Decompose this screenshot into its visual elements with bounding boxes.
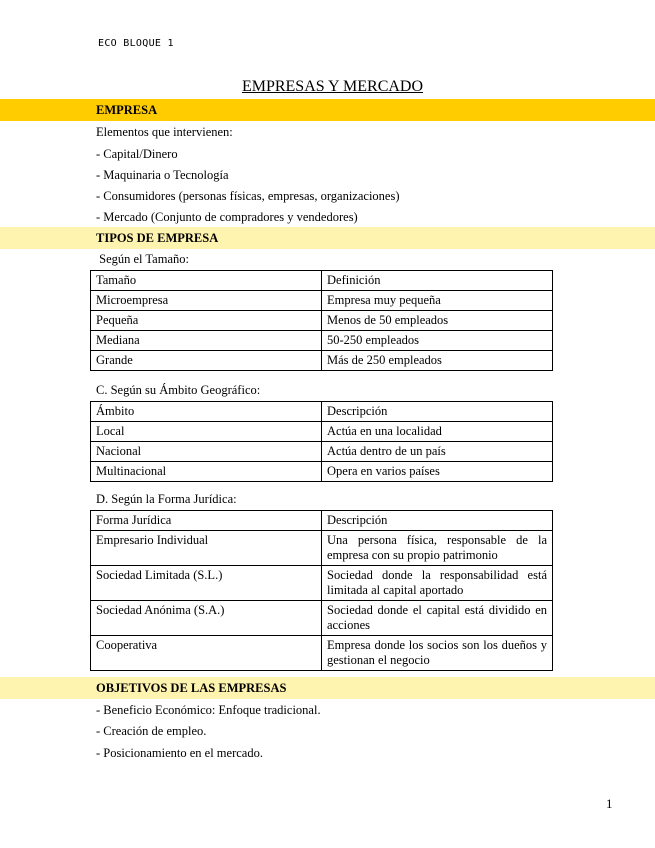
table-row [91, 531, 553, 566]
ambito-table [90, 401, 553, 482]
table-cell: Actúa en una localidad [322, 422, 553, 442]
document-header: ECO BLOQUE 1 [98, 38, 174, 49]
table-cell: Sociedad donde la responsabilidad está limitada al capital aportado [322, 566, 553, 601]
page-number: 1 [606, 796, 613, 811]
empresa-line: Elementos que intervienen: [96, 125, 233, 139]
document-title [0, 78, 655, 96]
table-cell: Grande [91, 351, 322, 371]
table-cell: Mediana [91, 331, 322, 351]
empresa-line: - Consumidores (personas físicas, empresas, organizaciones) [96, 189, 400, 203]
table-row [91, 601, 553, 636]
table-cell: Sociedad Limitada (S.L.) [91, 566, 322, 601]
table-row [91, 351, 553, 371]
objetivos-line: - Beneficio Económico: Enfoque tradicional. [96, 703, 321, 717]
table-row [91, 311, 553, 331]
table-row [91, 422, 553, 442]
forma-label: D. Según la Forma Jurídica: [96, 492, 237, 506]
section-heading-objetivos: OBJETIVOS DE LAS EMPRESAS [0, 677, 655, 699]
table-cell: Más de 250 empleados [322, 351, 553, 371]
table-cell: Pequeña [91, 311, 322, 331]
table-cell: Multinacional [91, 462, 322, 482]
document-title-text: EMPRESAS Y MERCADO [241, 78, 424, 95]
empresa-line: - Mercado (Conjunto de compradores y vendedores) [96, 210, 358, 224]
table-cell: Empresa muy pequeña [322, 291, 553, 311]
table-header-cell: Ámbito [91, 402, 322, 422]
table-header-cell: Tamaño [91, 271, 322, 291]
table-header-cell: Definición [322, 271, 553, 291]
section-heading-empresa: EMPRESA [0, 99, 655, 121]
table-header-cell: Forma Jurídica [91, 511, 322, 531]
table-header-row [91, 271, 553, 291]
table-row [91, 462, 553, 482]
table-cell: Menos de 50 empleados [322, 311, 553, 331]
table-header-cell: Descripción [322, 402, 553, 422]
table-row [91, 636, 553, 671]
table-cell: Actúa dentro de un país [322, 442, 553, 462]
forma-table [90, 510, 553, 671]
ambito-label: C. Según su Ámbito Geográfico: [96, 383, 261, 397]
table-cell: Empresario Individual [91, 531, 322, 566]
table-cell: Sociedad Anónima (S.A.) [91, 601, 322, 636]
empresa-line: - Maquinaria o Tecnología [96, 168, 229, 182]
table-cell: Sociedad donde el capital está dividido en acciones [322, 601, 553, 636]
table-cell: Local [91, 422, 322, 442]
table-cell: Opera en varios países [322, 462, 553, 482]
table-row [91, 442, 553, 462]
table-row [91, 291, 553, 311]
table-header-row [91, 511, 553, 531]
tamano-table [90, 270, 553, 371]
table-row [91, 331, 553, 351]
table-header-row [91, 402, 553, 422]
empresa-line: - Capital/Dinero [96, 147, 178, 161]
table-cell: Cooperativa [91, 636, 322, 671]
table-cell: Microempresa [91, 291, 322, 311]
table-cell: Nacional [91, 442, 322, 462]
tamano-label: Según el Tamaño: [96, 252, 189, 266]
section-heading-tipos: TIPOS DE EMPRESA [0, 227, 655, 249]
table-cell: Empresa donde los socios son los dueños y gestionan el negocio [322, 636, 553, 671]
table-cell: Una persona física, responsable de la empresa con su propio patrimonio [322, 531, 553, 566]
table-cell: 50-250 empleados [322, 331, 553, 351]
objetivos-line: - Creación de empleo. [96, 724, 207, 738]
table-row [91, 566, 553, 601]
table-header-cell: Descripción [322, 511, 553, 531]
objetivos-line: - Posicionamiento en el mercado. [96, 746, 263, 760]
